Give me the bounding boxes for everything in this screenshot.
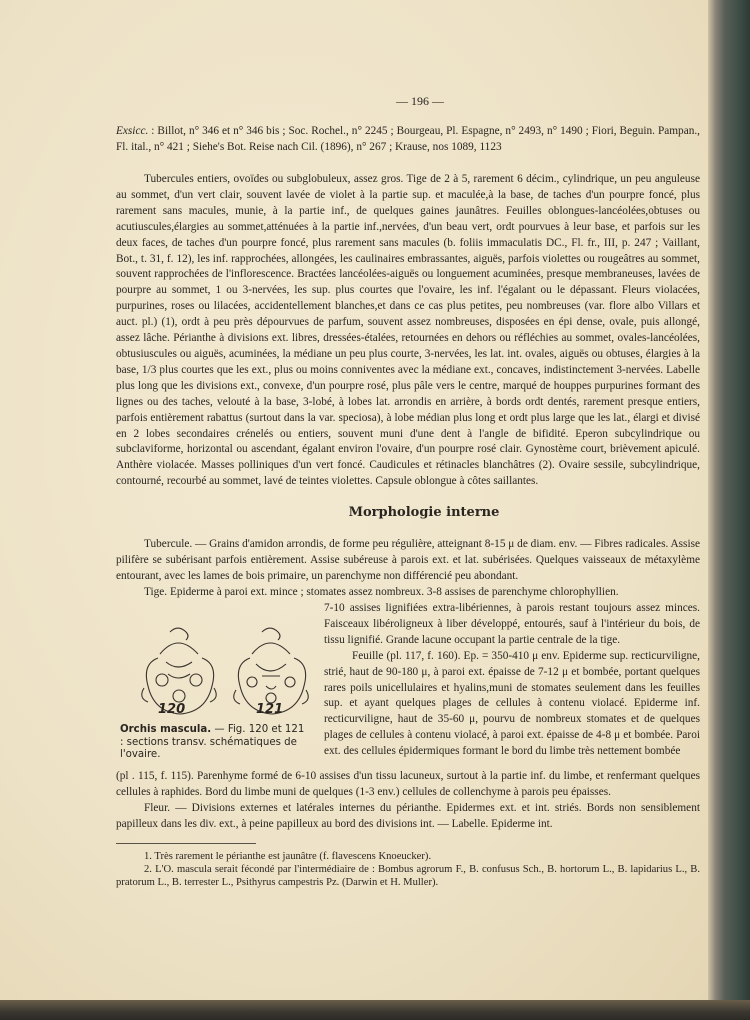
exsicc-text: : Billot, n° 346 et n° 346 bis ; Soc. Rochel., n° 2245 ; Bourgeau, Pl. Espagne, n° 2493, n° 1490 ; Fiori, Beguin. Pampan., Fl. ital., n° 421 ; Siehe's Bot. Reise nach Cil. (1896), n° 267 ; Krause, nos 1089, 1123 [116,125,701,153]
feuille-cont-text: (pl . 115, f. 115). Parenhyme formé de 6-10 assises d'un tissu lacuneux, surtout à la partie inf. du limbe, et renfermant quelques cellules à raphides. Bord du limbe muni de quelques (1-3 env.) cellules de collenchyme à parois peu épaisses. [116,770,700,798]
figure-caption [120,724,306,762]
description-para: Fleurs violacées, purpurines, roses ou lilacées, accidentellement blanches,et dans ce cas plus petites, peu nombreuses (var. flore albo Villars et auct. pl.) (1), ordt à peu près dépourvues de parfum, souvent assez nombreuses, disposées en épi dense, ovale, puis allongé, assez lâche. Périanthe à divisions ext. libres, dressées-étalées, retournées en dehors ou réfléchies au sommet, ovales-lancéolées, obtusiuscules ou aiguës, acuminées, la médiane un peu plus courte, 3-nervées, les lat. int. ovales, aiguës ou obtuses, élargies à la base, 1/3 plus courtes que les ext., plus ou moins conniventes avec la médiane ext., concaves, indistinctement 3-nervées. [116,284,700,376]
section-heading: Morphologie interne [348,505,500,520]
exsiccata-paragraph [116,124,700,156]
footnotes [116,850,700,890]
description-para: Labelle plus long que les divisions ext., convexe, d'un pourpre rosé, plus pâle vers le centre, marqué de houppes purpurines formant des lignes ou des taches, velouté à la base, 3-lobé, à lobes lat. arrondis en arrière, à bords ordt dentés, rarement presque entiers, parfois entièrement rabattus (surtout dans la var. speciosa), à lobe médian plus long et ordt plus large que les lat., élargi et divisé en 2 lobes secondaires crénelés ou entiers, souvent muni d'une dent à l'angle de bifidité. [116,363,700,440]
tige-paragraph [324,601,700,760]
exsicc-label: Exsicc. [116,125,149,137]
description-para: Eperon subcylindrique ou subclaviforme, horizontal ou ascendant, égalant environ l'ovaire, d'un pourpre rosé clair. Gynostème court, brièvement apiculé. Anthère violacée. Masses polliniques d'un vert foncé. Caudicules et rétinacles blanchâtres (2). Ovaire sessile, subcylindrique, contourné, recourbé au sommet, lavé de teintes violettes. Capsule oblongue à côtes saillantes. [116,427,701,488]
figure-caption-text: — Fig. 120 et 121 : sections transv. schématiques de l'ovaire. [120,724,305,760]
feuille-continuation [116,769,700,833]
description-block [116,172,700,490]
page-number: — 196 — [396,94,444,108]
tubercule-paragraph [116,537,700,601]
description-para: Bractées lancéolées-aiguës ou longuement acuminées, presque membraneuses, lavées de pourpre au sommet, 1 ou 3-nervées, les sup. plus courtes que l'ovaire, les inf. l'égalant ou le dépassant. [116,268,701,297]
description-para: Feuilles oblongues-lancéolées,obtuses ou acutiuscules,élargies au sommet,atténuées à la partie inf.,nervées, d'un beau vert, ordt pourvues à leur base, et parfois sur les deux faces, de taches d'un pourpre foncé, plus rarement sans macules (b. foliis immaculatis DC., Fl. fr., III, p. 247 ; Vaillant, Bot., t. 31, f. 12), les inf. rapprochées, allongées, les caulinaires embrassantes, aiguës, parfois violettes ou rougeâtres au sommet, souvent rapprochées de l'inflorescence. [116,204,700,281]
book-bottom-edge [0,1000,750,1020]
tubercule-text: Tubercule. — Grains d'amidon arrondis, de forme peu régulière, atteignant 8-15 μ de diam. env. — Fibres radicales. Assise pilifère se subérisant parfois entièrement. Assise subéreuse à parois ext. et lat. subérisées. Quelques vaisseaux de métaxylème entourant, avec les lames de bois primaire, un parenchyme non différencié peu abondant. [116,538,700,582]
tige-text: 7-10 assises lignifiées extra-libériennes, à parois restant toujours assez minces. Faisceaux libéroligneux à liber développé, entourés, sauf à l'intérieur du bois, de tissu lignifié. Grande lacune occupant la partie centrale de la tige. [324,602,700,646]
figure-number-121: 121 [256,702,284,717]
book-binding [708,0,750,1020]
feuille-text: Feuille (pl. 117, f. 160). Ep. = 350-410 μ env. Epiderme sup. recticurviligne, strié, haut de 90-180 μ, à paroi ext. épaisse de 7-12 μ et bombée, portant quelques rares poils unicellulaires et hyalins,muni de stomates seulement dans les feuilles sup. et ayant quelques plages de cellules à contenu violacé. Epiderme inf. recticurviligne, haut de 35-60 μ, pourvu de nombreux stomates et de quelques plages de cellules à contenu violacé, à paroi ext. épaisse de 4-8 μ et bombée. Paroi ext. des cellules épidermiques formant le bord du limbe très nettement bombée [324,649,700,758]
footnote-1: 1. Très rarement le périanthe est jaunâtre (f. flavescens Knoeucker). [144,851,432,862]
tige-first-line: Tige. Epiderme à paroi ext. mince ; stomates assez nombreux. 3-8 assises de parenchyme chlorophyllien. [144,585,619,598]
figure-caption-title: Orchis mascula. [120,724,212,735]
footnote-2: 2. L'O. mascula serait fécondé par l'intermédiaire de : Bombus agrorum F., B. confusus Sch., B. hortorum L., B. lapidarius L., B. pratorum L., B. terrester L., Psithyrus campestris Pz. (Darwin et H. Muller). [116,864,700,889]
description-para: Tubercules entiers, ovoïdes ou subglobuleux, assez gros. Tige de 2 à 5, rarement 6 décim., cylindrique, un peu anguleuse au sommet, d'un vert clair, souvent lavée de violet à la partie sup. et maculée,à la base, de taches d'un pourpre foncé, plus rarement sans macules, munie, à la partie inf., de quelques gaines jaunâtres. [116,173,700,217]
fleur-text: Fleur. — Divisions externes et latérales internes du périanthe. Epidermes ext. et int. striés. Bords non sensiblement papilleux dans les div. ext., à peine papilleux au bord des divisions int. — Labelle. Epiderme int. [116,801,700,830]
figure-number-120: 120 [158,702,186,717]
footnote-rule [116,843,256,844]
